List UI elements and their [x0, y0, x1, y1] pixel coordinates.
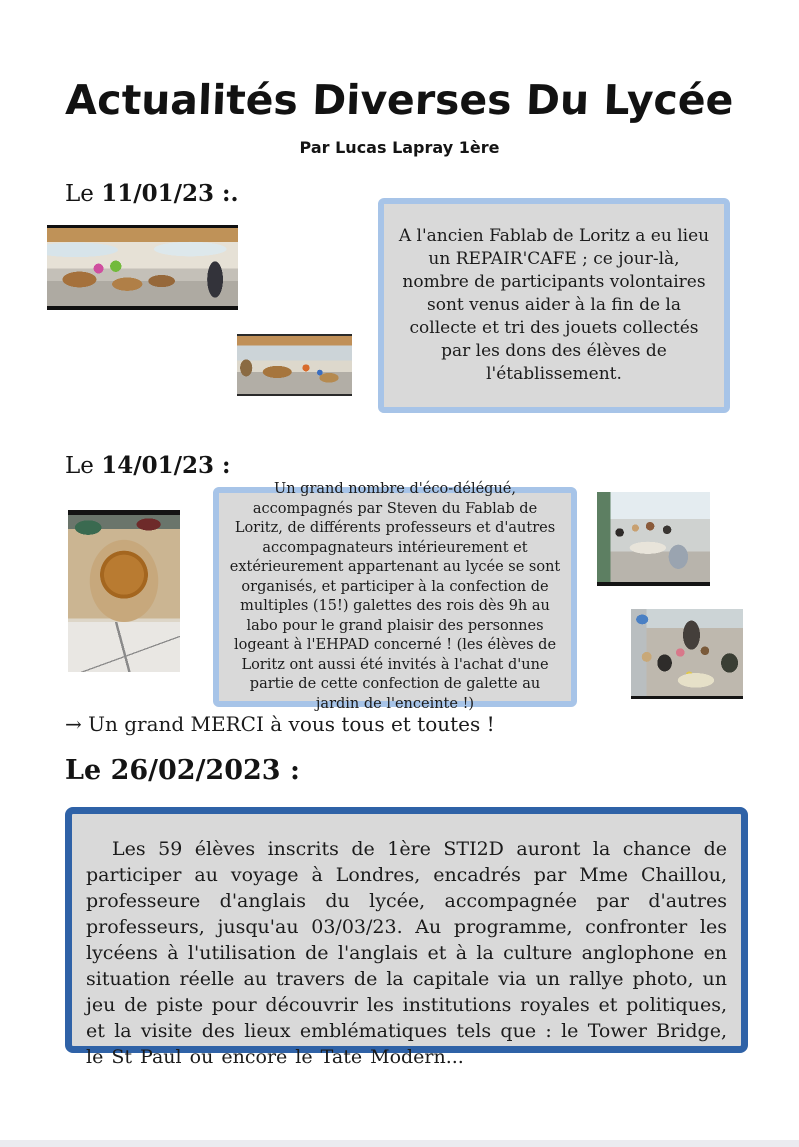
section1-heading-date: 11/01/23 :.: [101, 180, 239, 207]
section2-heading-prefix: Le: [65, 453, 102, 479]
byline: Par Lucas Lapray 1ère: [299, 138, 500, 157]
page-title: Actualités Diverses Du Lycée: [64, 76, 735, 124]
page-bottom-gap: [0, 1140, 799, 1147]
section2-text: Un grand nombre d'éco-délégué, accompagnés par Steven du Fablab de Loritz, de différents professeurs et d'autres accompagnateurs intérieurement et extérieurement appartenant au lycée se sont organisés, et participer à la confection de multiples (15!) galettes des rois dès 9h au labo pour le grand plaisir des personnes logeant à l'EHPAD concerné ! (les élèves de Loritz ont aussi été invités à l'achat d'une partie de cette confection de galette au jardin de l'enceinte !): [229, 481, 561, 712]
section1-text: A l'ancien Fablab de Loritz a eu lieu un REPAIR'CAFE ; ce jour-là, nombre de participants volontaires sont venus aider à la fin de la collecte et tri des jouets collectés par les dons des élèves de l'établissement.: [398, 226, 710, 384]
photo-galette: [68, 510, 180, 672]
photo-kitchen-table: [631, 609, 743, 699]
section1-text-box: [378, 198, 730, 413]
photo-kitchen-baking: [597, 492, 710, 586]
thanks-note: → Un grand MERCI à vous tous et toutes !: [65, 712, 495, 736]
section1-heading-prefix: Le: [65, 181, 102, 207]
section2-text-box: [213, 481, 577, 712]
section3-text: Les 59 élèves inscrits de 1ère STI2D auront la chance de participer au voyage à Londres, encadrés par Mme Chaillou, professeure d'anglais du lycée, accompagnée par d'autres professeurs, jusqu'au 03/03/23. Au programme, confronter les lycéens à l'utilisation de l'anglais et à la culture anglophone en situation réelle au travers de la capitale via un rallye photo, un jeu de piste pour découvrir les institutions royales et politiques, et la visite des lieux emblématiques tels que : le Tower Bridge, le St Paul ou encore le Tate Modern...: [86, 838, 727, 1068]
section3-heading: Le 26/02/2023 :: [65, 755, 300, 786]
section2-heading-date: 14/01/23 :: [101, 452, 231, 479]
section3-text-box: [65, 807, 748, 1068]
section1-heading: [65, 180, 239, 207]
photo-repair-cafe-wide: [47, 225, 238, 310]
photo-repair-cafe-tables: [237, 334, 352, 396]
section2-heading: [65, 452, 231, 479]
